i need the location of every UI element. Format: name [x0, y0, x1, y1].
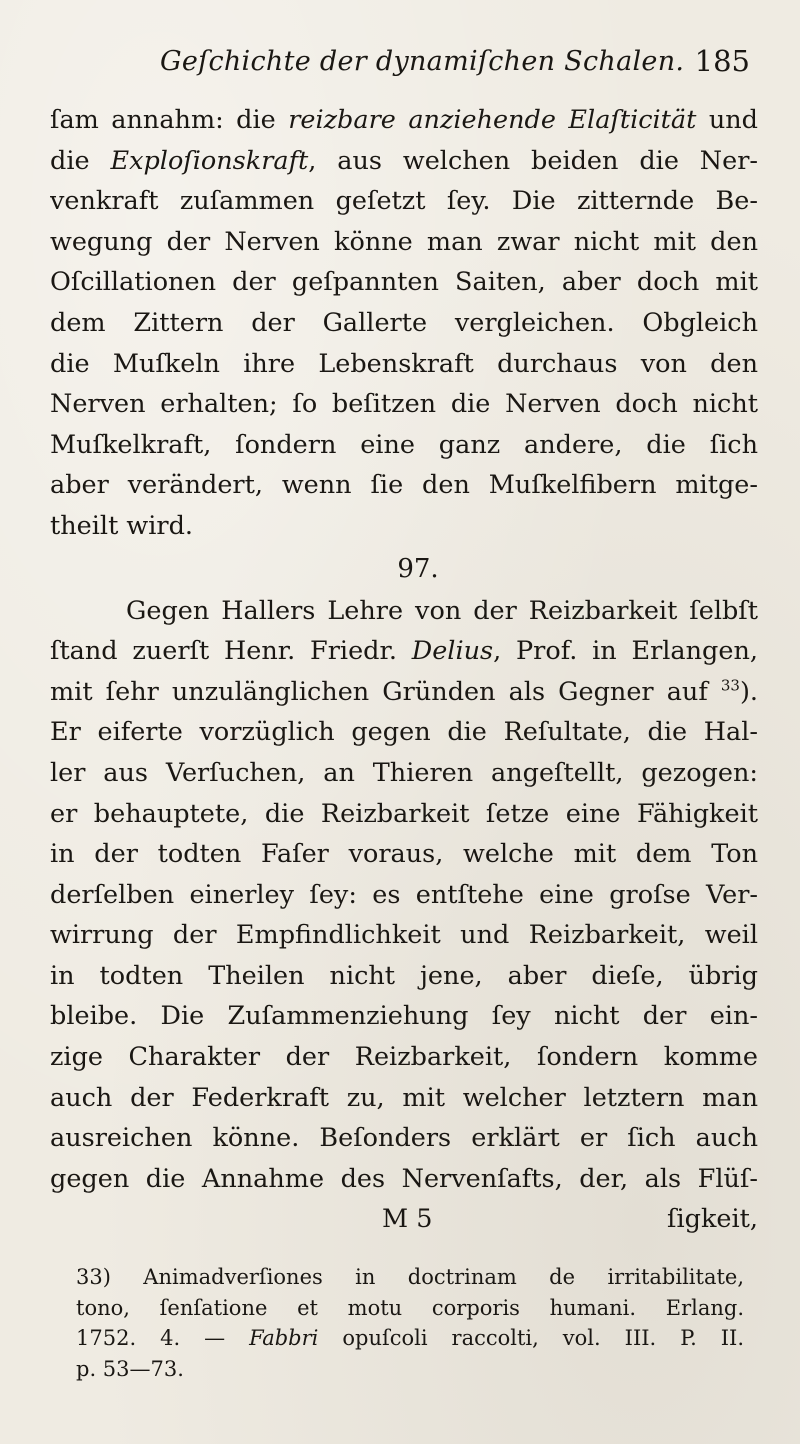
- text-line: in todten Theilen nicht jene, aber dieſe, übrig: [50, 960, 758, 991]
- text-line: ausreichen könne. Beſonders erklärt er ſich auch: [50, 1123, 758, 1154]
- text-line: Nerven erhalten; ſo beſitzen die Nerven doch nicht: [50, 389, 758, 420]
- emphasis: Exploſionskraft: [110, 145, 309, 176]
- text-line: er behauptete, die Reizbarkeit ſetze eine Fähigkeit: [50, 798, 758, 829]
- text-line: ſam annahm: die reizbare anziehende Elaſticität und: [50, 105, 758, 135]
- footnote-line: tono, ſenſatione et motu corporis humani. Erlang.: [76, 1295, 744, 1320]
- running-header: [160, 46, 760, 86]
- footnote-reference: 33: [720, 676, 740, 695]
- signature-line: [50, 1199, 758, 1240]
- author-name: Delius: [411, 636, 494, 667]
- section-number: 97.: [397, 553, 439, 584]
- text-line: venkraft zuſammen geſetzt ſey. Die zitternde Be-: [50, 186, 758, 217]
- text-line: gegen die Annahme des Nervenſafts, der, als Flüſ-: [50, 1163, 758, 1194]
- text-line: die Muſkeln ihre Lebenskraft durchaus von den: [50, 348, 758, 379]
- text-line: aber verändert, wenn ſie den Muſkelfibern mitge-: [50, 470, 758, 501]
- text-line: ler aus Verſuchen, an Thieren angeſtellt, gezogen:: [50, 757, 758, 788]
- catchword: ſigkeit,: [667, 1204, 758, 1235]
- footnote: [76, 1262, 744, 1384]
- main-text: [50, 100, 758, 1240]
- paragraph-2: [50, 591, 758, 1200]
- author-name: Fabbri: [249, 1326, 319, 1350]
- text-line: Gegen Hallers Lehre von der Reizbarkeit ſelbſt: [126, 595, 758, 626]
- page-number: 185: [694, 44, 750, 78]
- signature-mark: M 5: [382, 1204, 433, 1235]
- paragraph-1: [50, 100, 758, 547]
- text-line: theilt wird.: [50, 510, 194, 541]
- running-title: Geſchichte der dynamiſchen Schalen.: [160, 46, 685, 77]
- text-line: auch der Federkraft zu, mit welcher letztern man: [50, 1082, 758, 1113]
- footnote-line: 33) Animadverſiones in doctrinam de irritabilitate,: [76, 1265, 744, 1289]
- footnote-line: p. 53—73.: [76, 1356, 184, 1381]
- emphasis: reizbare anziehende Elaſticität: [288, 105, 697, 135]
- text-line: wirrung der Empfindlichkeit und Reizbarkeit, weil: [50, 920, 758, 951]
- text-line: derſelben einerley ſey: es entſtehe eine groſse Ver-: [50, 879, 758, 910]
- text-line: ſtand zuerſt Henr. Friedr. Delius, Prof. in Erlangen,: [50, 636, 758, 667]
- text-line: Er eiferte vorzüglich gegen die Reſultate, die Hal-: [50, 717, 758, 748]
- text-line: dem Zittern der Gallerte vergleichen. Obgleich: [50, 307, 758, 338]
- text-line: wegung der Nerven könne man zwar nicht mit den: [50, 226, 758, 257]
- text-line: Oſcillationen der geſpannten Saiten, aber doch mit: [50, 267, 758, 298]
- text-line: Muſkelkraft, ſondern eine ganz andere, die ſich: [50, 429, 758, 460]
- footnote-line: 1752. 4. — Fabbri opuſcoli raccolti, vol. III. P. II.: [76, 1326, 744, 1350]
- text-line: zige Charakter der Reizbarkeit, ſondern komme: [50, 1042, 758, 1073]
- text-line: bleibe. Die Zuſammenziehung ſey nicht der ein-: [50, 1001, 758, 1032]
- text-line: die Exploſionskraft, aus welchen beiden die Ner-: [50, 145, 758, 176]
- text-line: in der todten Faſer voraus, welche mit dem Ton: [50, 839, 758, 870]
- text-line: mit ſehr unzulänglichen Gründen als Gegner auf $^{33}$).: [50, 676, 758, 707]
